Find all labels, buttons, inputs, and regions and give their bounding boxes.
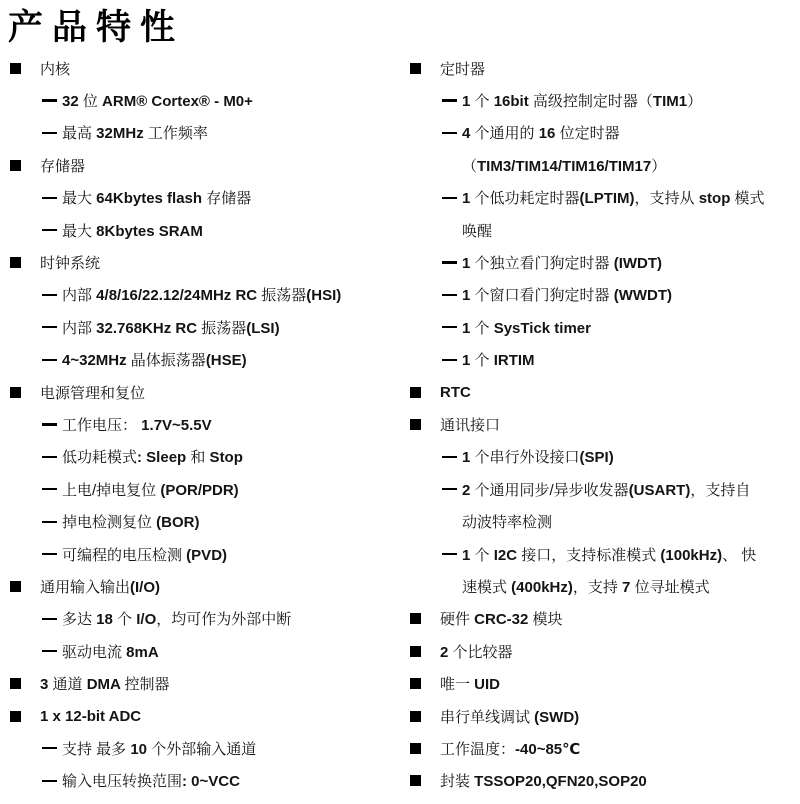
dash-icon [442,132,457,134]
feature-text: 2 个通用同步/异步收发器(USART)，支持自 [462,481,751,499]
feature-text: 1 个窗口看门狗定时器 (WWDT) [462,287,672,305]
dash-icon [42,132,57,134]
feature-item [410,667,800,699]
square-bullet-icon [410,419,421,430]
dash-icon [42,423,57,425]
feature-subitem [10,84,402,116]
feature-subitem [10,538,402,570]
feature-text: 1 个 IRTIM [462,352,535,370]
square-bullet-icon [10,678,21,689]
feature-text: 支持 最多 10 个外部输入通道 [62,740,257,758]
feature-item [10,376,402,408]
feature-item [10,700,402,732]
feature-text: 4 个通用的 16 位定时器 [462,125,620,143]
feature-text: 定时器 [440,60,486,78]
feature-text: 4~32MHz 晶体振荡器(HSE) [62,352,247,370]
dash-icon [42,650,57,652]
feature-text: 低功耗模式: Sleep 和 Stop [62,449,243,467]
feature-text: 内核 [40,60,71,78]
feature-subitem [10,408,402,440]
square-bullet-icon [410,775,421,786]
dash-icon [442,261,457,263]
feature-text: 速模式 (400kHz)，支持 7 位寻址模式 [462,578,710,596]
dash-icon [42,521,57,523]
feature-continuation [410,149,800,181]
feature-item [410,408,800,440]
feature-subitem [410,441,800,473]
feature-text: 通用输入输出(I/O) [40,578,161,596]
dash-icon [442,326,457,328]
square-bullet-icon [410,743,421,754]
feature-item [410,765,800,797]
feature-subitem [10,344,402,376]
feature-subitem [10,505,402,537]
square-bullet-icon [10,581,21,592]
feature-subitem [10,279,402,311]
feature-text: 1 x 12-bit ADC [40,707,142,725]
feature-text: 1 个 I2C 接口，支持标准模式 (100kHz)、 快 [462,546,757,564]
square-bullet-icon [410,613,421,624]
square-bullet-icon [10,63,21,74]
feature-text: 动波特率检测 [462,514,553,532]
feature-item [410,700,800,732]
feature-item [10,570,402,602]
dash-icon [442,456,457,458]
square-bullet-icon [410,678,421,689]
feature-text: 内部 32.768KHz RC 振荡器(LSI) [62,319,280,337]
dash-icon [42,326,57,328]
feature-subitem [10,765,402,797]
feature-subitem [10,311,402,343]
dash-icon [442,488,457,490]
dash-icon [42,197,57,199]
feature-text: 1 个 SysTick timer [462,319,591,337]
dash-icon [442,359,457,361]
feature-subitem [410,182,800,214]
feature-item [410,376,800,408]
feature-item [10,246,402,278]
feature-continuation [410,570,800,602]
feature-subitem [410,538,800,570]
feature-text: 1 个 16bit 高级控制定时器（TIM1） [462,93,703,111]
feature-text: 内部 4/8/16/22.12/24MHz RC 振荡器(HSI) [62,287,342,305]
square-bullet-icon [410,711,421,722]
feature-text: 多达 18 个 I/O，均可作为外部中断 [62,611,292,629]
square-bullet-icon [10,257,21,268]
feature-text: 2 个比较器 [440,643,513,661]
feature-subitem [10,732,402,764]
feature-item [10,149,402,181]
feature-text: 输入电压转换范围: 0~VCC [62,773,240,791]
dash-icon [42,294,57,296]
feature-text: 存储器 [40,157,86,175]
dash-icon [42,229,57,231]
feature-item [410,635,800,667]
feature-item [410,603,800,635]
feature-subitem [10,182,402,214]
feature-text: 驱动电流 8mA [62,643,159,661]
feature-item [410,52,800,84]
feature-text: 串行单线调试 (SWD) [440,708,580,726]
feature-subitem [10,635,402,667]
feature-subitem [410,117,800,149]
feature-subitem [410,344,800,376]
feature-item [10,52,402,84]
feature-text: 3 通道 DMA 控制器 [40,676,170,694]
feature-subitem [410,84,800,116]
dash-icon [42,488,57,490]
features-column-right [410,52,800,797]
feature-text: 最大 64Kbytes flash 存储器 [62,190,252,208]
feature-text: 通讯接口 [440,416,501,434]
feature-item [10,667,402,699]
feature-text: 上电/掉电复位 (POR/PDR) [62,481,239,499]
feature-continuation [410,505,800,537]
feature-text: 唯一 UID [440,676,501,694]
dash-icon [42,456,57,458]
square-bullet-icon [410,646,421,657]
feature-text: 1 个低功耗定时器(LPTIM)，支持从 stop 模式 [462,190,765,208]
dash-icon [42,780,57,782]
feature-text: 掉电检测复位 (BOR) [62,514,200,532]
feature-text: 可编程的电压检测 (PVD) [62,546,228,564]
dash-icon [42,359,57,361]
square-bullet-icon [10,160,21,171]
dash-icon [442,197,457,199]
feature-text: 硬件 CRC-32 模块 [440,611,563,629]
feature-continuation [410,214,800,246]
dash-icon [42,747,57,749]
feature-text: 封装 TSSOP20,QFN20,SOP20 [440,773,647,791]
feature-subitem [10,441,402,473]
feature-subitem [410,246,800,278]
feature-text: 时钟系统 [40,255,101,273]
dash-icon [42,99,57,101]
square-bullet-icon [410,63,421,74]
feature-text: 最高 32MHz 工作频率 [62,125,208,143]
feature-text: 1 个独立看门狗定时器 (IWDT) [462,255,663,273]
feature-text: 32 位 ARM® Cortex® - M0+ [62,93,253,111]
feature-text: RTC [440,383,471,401]
features-column-left [10,52,402,797]
page-title: 产品特性 [8,8,185,47]
dash-icon [42,618,57,620]
feature-item [410,732,800,764]
feature-subitem [10,214,402,246]
feature-subitem [410,279,800,311]
feature-text: （TIM3/TIM14/TIM16/TIM17） [462,157,667,175]
square-bullet-icon [10,711,21,722]
feature-text: 电源管理和复位 [40,384,146,402]
feature-text: 唤醒 [462,222,493,240]
feature-subitem [10,603,402,635]
dash-icon [42,553,57,555]
feature-text: 工作电压： 1.7V~5.5V [62,416,212,434]
dash-icon [442,294,457,296]
feature-subitem [410,311,800,343]
feature-subitem [10,117,402,149]
dash-icon [442,99,457,101]
dash-icon [442,553,457,555]
square-bullet-icon [10,387,21,398]
square-bullet-icon [410,387,421,398]
feature-text: 工作温度：-40~85℃ [440,740,581,758]
feature-subitem [410,473,800,505]
feature-subitem [10,473,402,505]
feature-text: 1 个串行外设接口(SPI) [462,449,614,467]
feature-text: 最大 8Kbytes SRAM [62,222,203,240]
